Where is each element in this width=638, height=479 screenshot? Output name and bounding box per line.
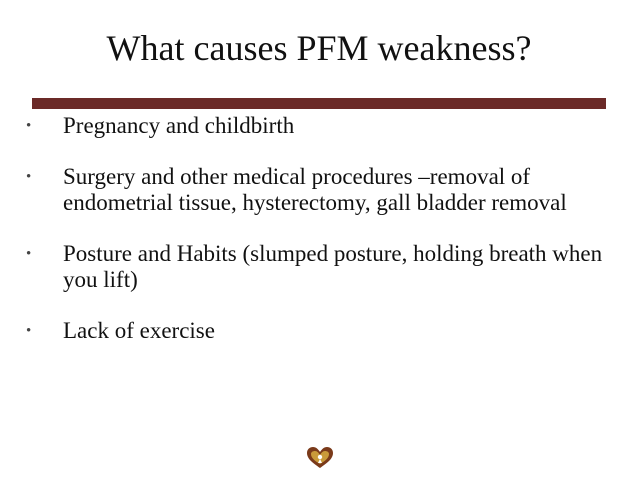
bullet-text: Pregnancy and childbirth — [63, 113, 295, 138]
bullet-text: Surgery and other medical procedures –removal of endometrial tissue, hysterectomy, gall bladder removal — [63, 164, 567, 215]
bullet-text: Lack of exercise — [63, 318, 215, 343]
slide-title: What causes PFM weakness? — [106, 28, 532, 68]
bullet-item — [26, 113, 606, 139]
bullet-dot-icon: • — [26, 323, 32, 339]
bullet-dot-icon: • — [26, 169, 32, 185]
bullet-item — [26, 241, 606, 293]
bullet-list — [26, 113, 606, 344]
bullet-dot-icon: • — [26, 246, 32, 262]
bullet-item — [26, 164, 606, 216]
bullet-item — [26, 318, 606, 344]
bullet-dot-icon: • — [26, 118, 32, 134]
logo-icon — [305, 446, 335, 470]
bullet-text: Posture and Habits (slumped posture, holding breath when you lift) — [63, 241, 603, 292]
title-divider — [32, 98, 606, 109]
